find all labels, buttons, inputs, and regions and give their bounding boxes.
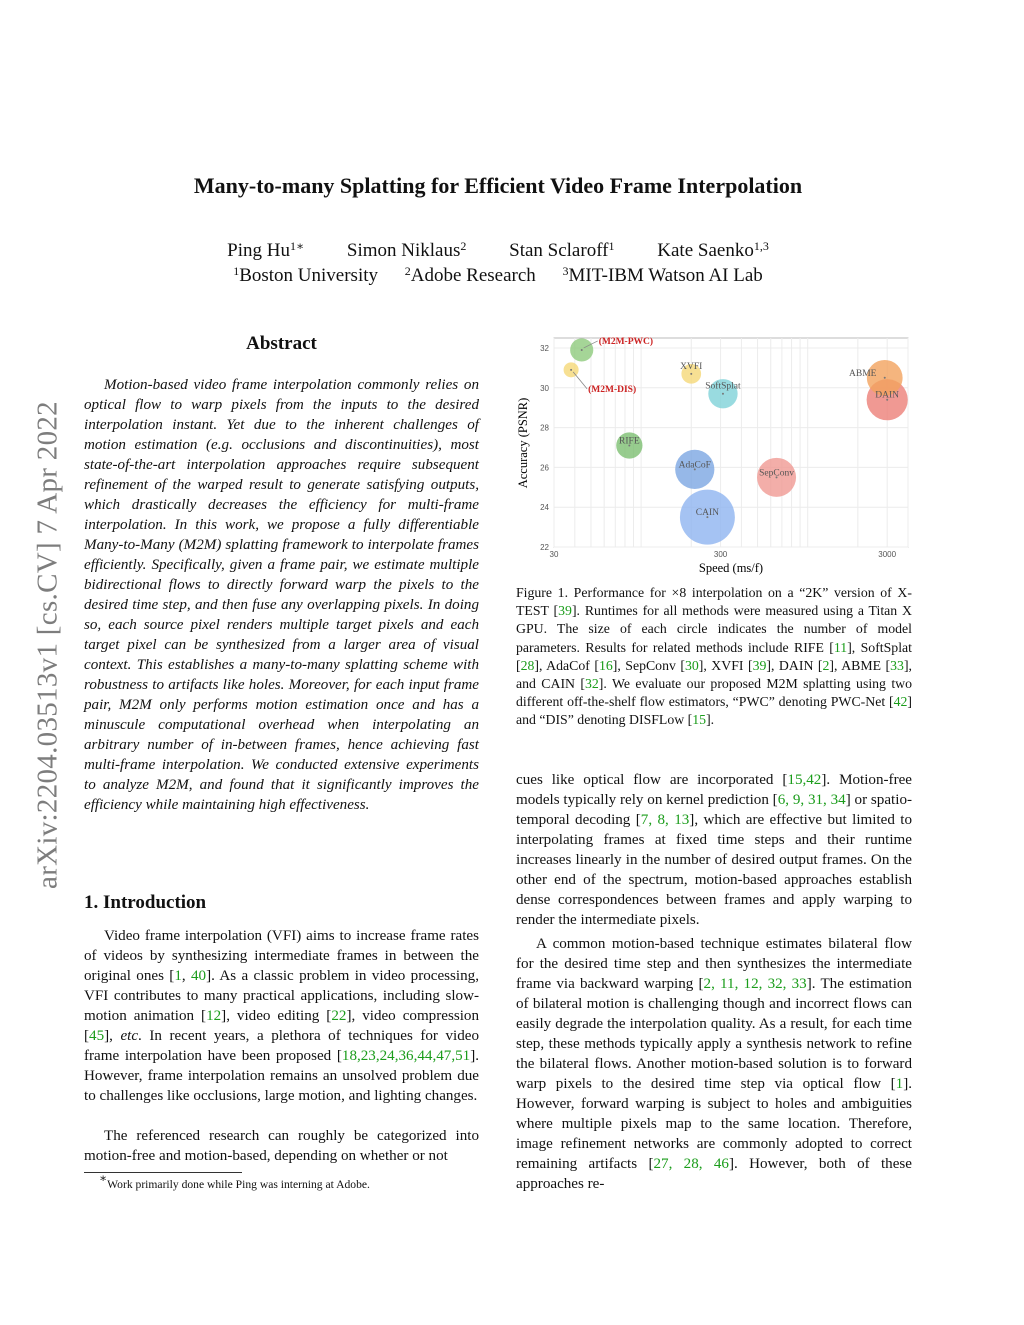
citation-link[interactable]: 33: [890, 657, 904, 673]
bubble-center: [722, 393, 724, 395]
citation-link[interactable]: 22: [331, 1008, 347, 1024]
bubble-label: (M2M-PWC): [598, 336, 654, 347]
bubble-label: RIFE: [619, 436, 640, 447]
citation-link[interactable]: 39: [558, 603, 572, 619]
footnote-rule: [84, 1172, 242, 1173]
citation-link[interactable]: 16: [598, 657, 613, 673]
x-axis-label: Speed (ms/f): [698, 561, 764, 575]
figure-1-bubble-chart: [512, 330, 914, 580]
citation-link[interactable]: 40: [190, 968, 207, 984]
citation-link[interactable]: 6, 9, 31, 34: [777, 792, 846, 808]
affiliation: $^1$Boston University: [233, 264, 378, 286]
bubble-label: XVFI: [680, 361, 703, 372]
citation-link[interactable]: 42: [893, 694, 908, 710]
citation-link[interactable]: 7, 8, 13: [640, 812, 690, 828]
bubble-label: (M2M-DIS): [588, 384, 637, 395]
citation-link[interactable]: 45: [89, 1028, 105, 1044]
citation-link[interactable]: 15,42: [787, 772, 822, 788]
citation-link[interactable]: 2, 11, 12, 32, 33: [703, 976, 807, 992]
citation-link[interactable]: 39: [752, 657, 767, 673]
paper-title: Many-to-many Splatting for Efficient Video Frame Interpolation: [193, 173, 803, 198]
intro-paragraph-1: Video frame interpolation (VFI) aims to increase frame rates of videos by synthesizing intermediate frames in between the original ones [1, 40]. As a classic problem in video processing, VFI contributes to many practical applications, including slow-motion animation [12], video editing [22], video compression [45], etc. In recent years, a plethora of techniques for video frame interpolation have been proposed [18,23,24,36,44,47,51]. However, frame interpolation remains an unsolved problem due to challenges like occlusions, large motion, and lighting changes.: [84, 928, 479, 1104]
y-axis-label: Accuracy (PSNR): [516, 397, 530, 489]
right-paragraph-1: cues like optical flow are incorporated [15,42]. Motion-free models typically rely on kernel prediction [6, 9, 31, 34] or spatio-temporal decoding [7, 8, 13], which are effective but limited to interpolating frames at fixed time steps and their runtime increases linearly in the number of desired output frames. On the other end of the spectrum, motion-based approaches establish dense correspondences between frames and apply warping to render the intermediate pixels.: [516, 772, 913, 928]
y-tick-label: 28: [540, 423, 549, 433]
citation-link[interactable]: 28: [520, 657, 535, 673]
bubble-label: SepConv: [759, 468, 794, 479]
bubble-label: AdaCoF: [678, 460, 711, 471]
x-tick-label: 30: [549, 550, 559, 559]
affiliation-list: [0, 265, 996, 287]
author: Simon Niklaus$^2$: [346, 239, 467, 261]
bubble-label: ABME: [849, 368, 877, 379]
author-list: [0, 240, 996, 262]
y-tick-label: 22: [540, 543, 549, 552]
citation-link[interactable]: 12: [206, 1008, 222, 1024]
citation-link[interactable]: 1: [895, 1076, 904, 1092]
bubble-center: [581, 349, 583, 351]
right-paragraph-2: A common motion-based technique estimates bilateral flow for the desired time step and then synthesizes the intermediate frame via backward warping [2, 11, 12, 32, 33]. The estimation of bilateral motion is challenging though and incorrect flows can easily degrade the interpolation quality. As a result, for each time step, these methods typically apply a synthesis network to refine the bilateral flows. Another motion-based solution is to forward warp pixels to the desired time step via optical flow [1]. However, forward warping is subject to holes and ambiguities where multiple pixels map to the same location. Therefore, image refinement networks are commonly adopted to correct remaining artifacts [27, 28, 46]. However, both of these approaches re-: [516, 936, 912, 1192]
citation-link[interactable]: 27, 28, 46: [653, 1156, 729, 1172]
arxiv-stamp: arXiv:2204.03513v1 [cs.CV] 7 Apr 2022: [31, 401, 64, 889]
y-tick-label: 24: [540, 503, 549, 513]
citation-link[interactable]: 2: [822, 657, 830, 673]
affiliation: $^3$MIT-IBM Watson AI Lab: [562, 264, 763, 286]
author: Kate Saenko$^{1,3}$: [657, 239, 769, 261]
abstract-heading: Abstract: [246, 333, 317, 354]
y-tick-label: 32: [540, 343, 549, 353]
author: Ping $Hu^{1∗}$: [227, 239, 305, 261]
citation-link[interactable]: 18,23,24,36,44,47,51: [341, 1048, 471, 1064]
bubble-label: CAIN: [695, 508, 720, 519]
figure-1-caption: Figure 1. Performance for ×8 interpolation on a “2K” version of X-TEST [39]. Runtimes for all methods were measured using a Titan X GPU. The size of each circle indicates the number of model parameters. Results for related methods include RIFE [11], SoftSplat [28], AdaCof [16], SepConv [30], XVFI [39], DAIN [2], ABME [33], and CAIN [32]. We evaluate our proposed M2M splatting using two different off-the-shelf flow estimators, “PWC” denoting PWC-Net [42] and “DIS” denoting DISFLow [15].: [516, 585, 913, 728]
author: Stan Sclaroff$^1$: [509, 239, 615, 261]
y-tick-label: 30: [540, 383, 549, 393]
x-tick-label: 300: [713, 550, 728, 559]
citation-link[interactable]: 1: [174, 968, 182, 984]
section-heading-introduction: 1. Introduction: [84, 892, 207, 913]
x-tick-label: 3000: [878, 550, 897, 559]
footnote: ∗Work primarily done while Ping was interning at Adobe.: [99, 1171, 370, 1191]
citation-link[interactable]: 32: [584, 676, 599, 692]
bubble-center: [884, 377, 886, 379]
citation-link[interactable]: 11: [833, 639, 848, 655]
y-tick-label: 26: [540, 463, 549, 473]
affiliation: $^2$Adobe Research: [404, 264, 536, 286]
bubble-label: SoftSplat: [705, 381, 741, 392]
abstract-text: Motion-based video frame interpolation commonly relies on optical flow to warp pixels from the inputs to the desired interpolation instant. Yet due to the inherent challenges of motion estimation (e.g. occlusions and discontinuities), most state-of-the-art interpolation approaches require subsequent refinement of the warped result to generate satisfying outputs, which drastically decreases the efficiency for multi-frame interpolation. In this work, we propose a fully differentiable Many-to-Many (M2M) splatting framework to interpolate frames efficiently. Specifically, given a frame pair, we estimate multiple bidirectional flows to directly forward warp the pixels to the desired time step, and then fuse any overlapping pixels. In doing so, each source pixel renders multiple target pixels and each target pixel can be synthesized from a larger area of visual context. This establishes a many-to-many splatting scheme with robustness to artifacts like holes. Moreover, for each input frame pair, M2M only performs motion estimation once and has a minuscule computational overhead when interpolating an arbitrary number of in-between frames, hence achieving fast multi-frame interpolation. We conducted extensive experiments to analyze M2M, and found that it significantly improves the efficiency while maintaining high effectiveness.: [84, 377, 479, 813]
citation-link[interactable]: 15: [692, 712, 707, 728]
bubble-center: [690, 373, 692, 375]
bubble-label: DAIN: [875, 390, 900, 401]
citation-link[interactable]: 30: [684, 657, 699, 673]
bubble-center: [570, 369, 572, 371]
intro-paragraph-2: The referenced research can roughly be categorized into motion-free and motion-based, depending on whether or not: [84, 1128, 479, 1164]
